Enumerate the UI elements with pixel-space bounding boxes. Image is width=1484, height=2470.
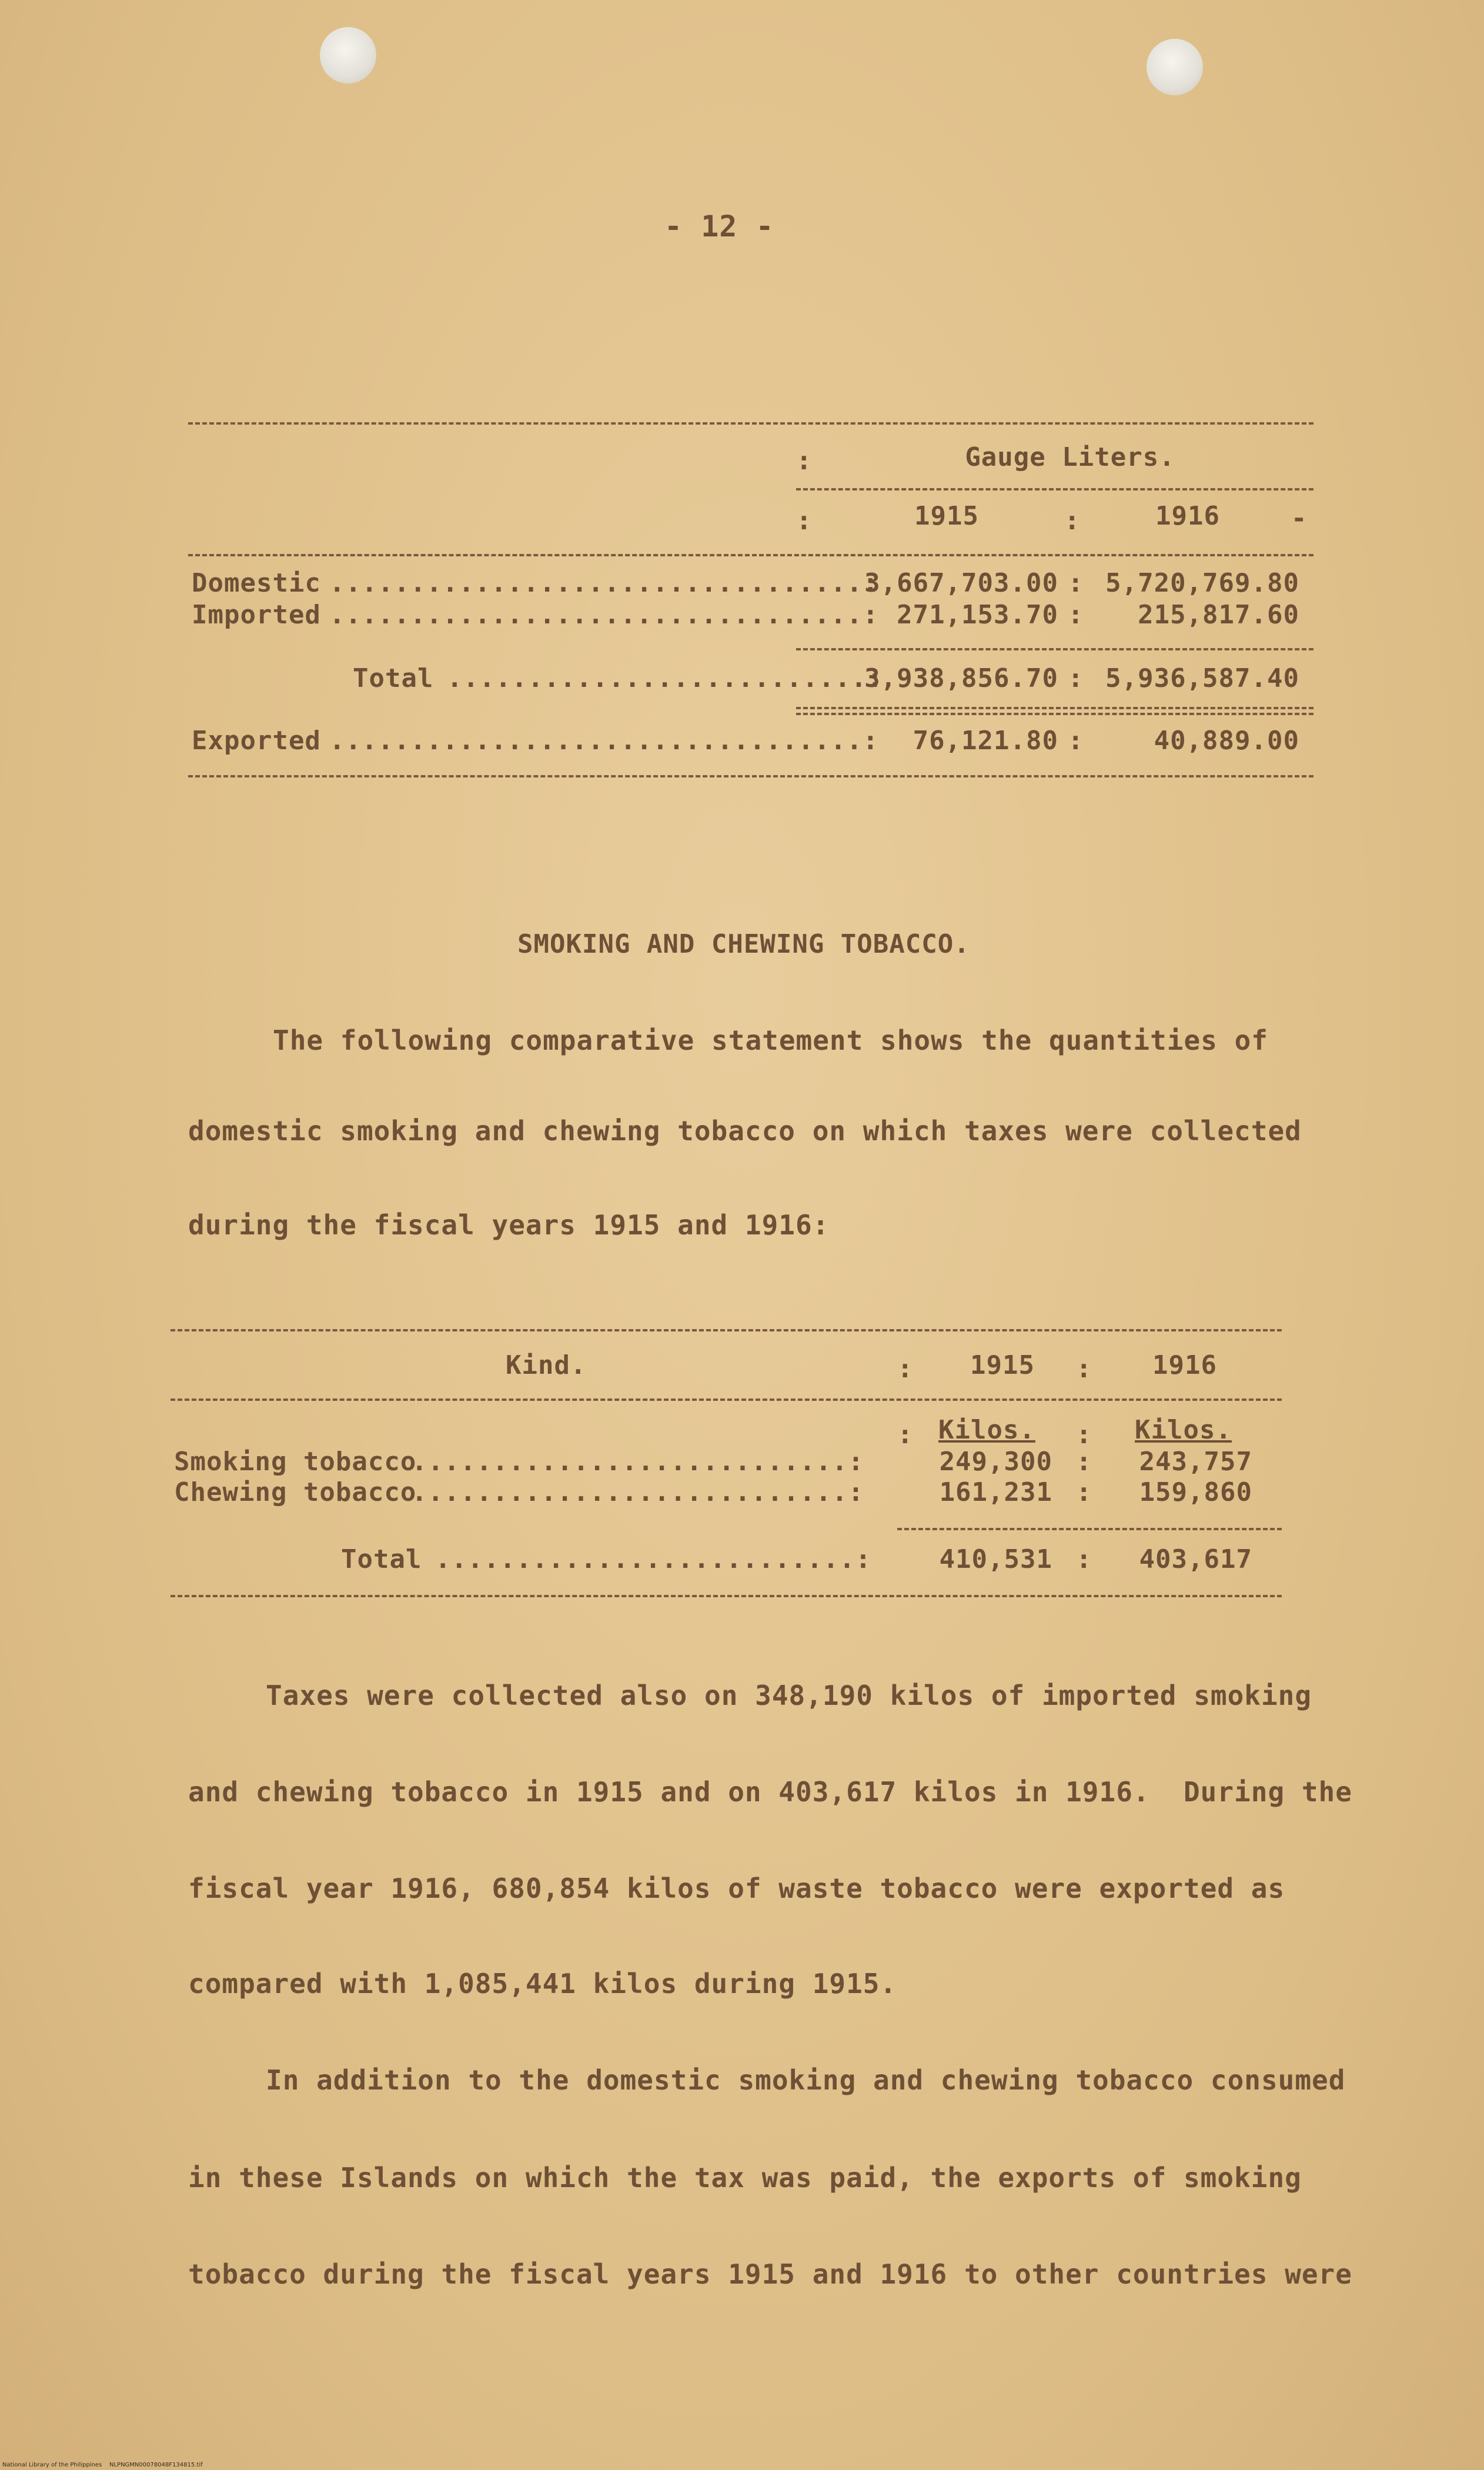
row-label: Smoking tobacco: [174, 1447, 417, 1477]
col-1916: 1916: [1152, 1350, 1217, 1380]
paragraph3-line-2: in these Islands on which the tax was paid, the exports of smoking: [188, 2162, 1302, 2194]
total-1915: 410,531: [939, 1544, 1052, 1574]
paragraph3-line-1: In addition to the domestic smoking and chewing tobacco consumed: [266, 2064, 1346, 2096]
value-1916: 159,860: [1139, 1477, 1252, 1507]
row-label: Chewing tobacco: [174, 1477, 417, 1507]
value-1915: 271,153.70: [897, 600, 1058, 630]
row-label: Imported: [192, 600, 321, 630]
value-1916: 215,817.60: [1138, 600, 1299, 630]
col-1915: 1915: [914, 501, 979, 531]
paragraph2-line-1: Taxes were collected also on 348,190 kilos of imported smoking: [266, 1680, 1312, 1711]
col-1915: 1915: [970, 1350, 1035, 1380]
value-1915: 249,300: [939, 1447, 1052, 1477]
scan-footer: National Library of the Philippines NLPNGMN00078048F134815.tif: [2, 2462, 203, 2468]
total-1915: 3,938,856.70: [864, 663, 1058, 693]
intro-line-2: domestic smoking and chewing tobacco on which taxes were collected: [188, 1115, 1302, 1147]
paragraph3-line-3: tobacco during the fiscal years 1915 and 1916 to other countries were: [188, 2258, 1352, 2290]
kind-header: Kind.: [506, 1350, 587, 1380]
exported-label: Exported: [192, 726, 321, 756]
intro-line-1: The following comparative statement shows the quantities of: [273, 1024, 1268, 1056]
value-1916: 243,757: [1139, 1447, 1252, 1477]
row-label: Domestic: [192, 568, 321, 598]
total-1916: 5,936,587.40: [1105, 663, 1299, 693]
gauge-liters-header: Gauge Liters.: [965, 442, 1175, 472]
exported-1916: 40,889.00: [1154, 726, 1299, 756]
value-1915: 161,231: [939, 1477, 1052, 1507]
section-title: SMOKING AND CHEWING TOBACCO.: [517, 929, 970, 959]
punch-hole-left: [320, 27, 376, 84]
page-number: - 12 -: [664, 209, 774, 243]
total-1916: 403,617: [1139, 1544, 1252, 1574]
exported-1915: 76,121.80: [913, 726, 1058, 756]
paragraph2-line-3: fiscal year 1916, 680,854 kilos of waste tobacco were exported as: [188, 1872, 1285, 1904]
unit-1916: Kilos.: [1135, 1415, 1232, 1445]
value-1916: 5,720,769.80: [1105, 568, 1299, 598]
punch-hole-right: [1147, 39, 1203, 95]
paragraph2-line-2: and chewing tobacco in 1915 and on 403,617 kilos in 1916. During the: [188, 1776, 1352, 1808]
paragraph2-line-4: compared with 1,085,441 kilos during 1915.: [188, 1968, 897, 2000]
col-1916: 1916: [1155, 501, 1220, 531]
total-label: Total: [353, 663, 434, 693]
intro-line-3: during the fiscal years 1915 and 1916:: [188, 1209, 830, 1241]
total-label: Total: [341, 1544, 422, 1574]
value-1915: 3,667,703.00: [864, 568, 1058, 598]
unit-1915: Kilos.: [938, 1415, 1035, 1445]
